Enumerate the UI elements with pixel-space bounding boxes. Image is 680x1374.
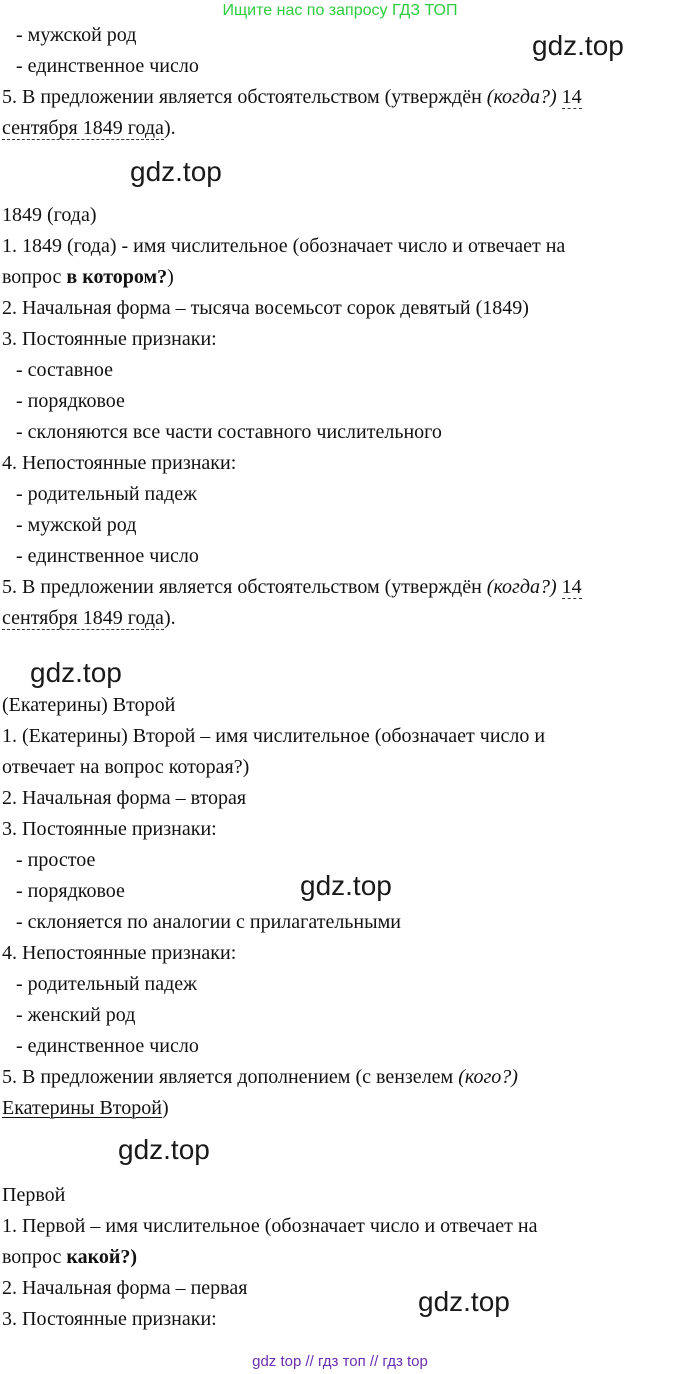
watermark-text: gdz.top <box>30 657 122 688</box>
paragraph-line: 2. Начальная форма – первая <box>2 1277 248 1299</box>
paragraph-line: 3. Постоянные признаки: <box>2 818 217 840</box>
paragraph-line: отвечает на вопрос которая?) <box>2 756 250 778</box>
paragraph-line: 3. Постоянные признаки: <box>2 1308 217 1330</box>
paragraph-line: 2. Начальная форма – вторая <box>2 787 247 809</box>
watermark-text: gdz.top <box>300 870 392 901</box>
watermark-text: gdz.top <box>130 156 222 187</box>
paragraph-line: сентября 1849 года). <box>2 117 176 139</box>
paragraph-line: сентября 1849 года). <box>2 607 176 629</box>
paragraph-line: 3. Постоянные признаки: <box>2 328 217 350</box>
list-item: - склоняется по аналогии с прилагательными <box>16 911 401 933</box>
list-item: - единственное число <box>16 545 199 567</box>
paragraph-line: 5. В предложении является обстоятельством (утверждён (когда?) 14 <box>2 576 582 598</box>
list-item: - порядковое <box>16 390 125 412</box>
section-title: Первой <box>2 1184 66 1206</box>
paragraph-line: 1. Первой – имя числительное (обозначает число и отвечает на <box>2 1215 538 1237</box>
list-item: - родительный падеж <box>16 973 197 995</box>
list-item: - родительный падеж <box>16 483 197 505</box>
paragraph-line: 1. 1849 (года) - имя числительное (обозначает число и отвечает на <box>2 235 566 257</box>
list-item: - мужской род <box>16 514 137 536</box>
spacer <box>2 144 678 200</box>
paragraph-line: 4. Непостоянные признаки: <box>2 942 237 964</box>
watermark-text: gdz.top <box>118 1134 210 1165</box>
search-banner[interactable]: Ищите нас по запросу ГДЗ ТОП <box>222 2 458 19</box>
watermark-text: gdz.top <box>418 1286 510 1317</box>
paragraph-line: вопрос какой?) <box>2 1246 138 1268</box>
list-item: - составное <box>16 359 114 381</box>
footer-links[interactable]: gdz top // гдз топ // гдз top <box>252 1353 428 1370</box>
list-item: - склоняются все части составного числительного <box>16 421 442 443</box>
paragraph-line: 1. (Екатерины) Второй – имя числительное (обозначает число и <box>2 725 546 747</box>
list-item: - единственное число <box>16 55 199 77</box>
list-item: - порядковое <box>16 880 125 902</box>
paragraph-line: 4. Непостоянные признаки: <box>2 452 237 474</box>
watermark-text: gdz.top <box>532 30 624 61</box>
paragraph-line: вопрос в котором?) <box>2 266 174 288</box>
paragraph-line: 2. Начальная форма – тысяча восемьсот сорок девятый (1849) <box>2 297 529 319</box>
section-title: 1849 (года) <box>2 204 97 226</box>
list-item: - простое <box>16 849 96 871</box>
paragraph-line: Екатерины Второй) <box>2 1097 169 1119</box>
list-item: - женский род <box>16 1004 136 1026</box>
list-item: - единственное число <box>16 1035 199 1057</box>
paragraph-line: 5. В предложении является дополнением (с вензелем (кого?) <box>2 1066 518 1088</box>
paragraph-line: 5. В предложении является обстоятельством (утверждён (когда?) 14 <box>2 86 582 108</box>
section-title: (Екатерины) Второй <box>2 694 176 716</box>
list-item: - мужской род <box>16 24 137 46</box>
spacer <box>2 1124 678 1180</box>
